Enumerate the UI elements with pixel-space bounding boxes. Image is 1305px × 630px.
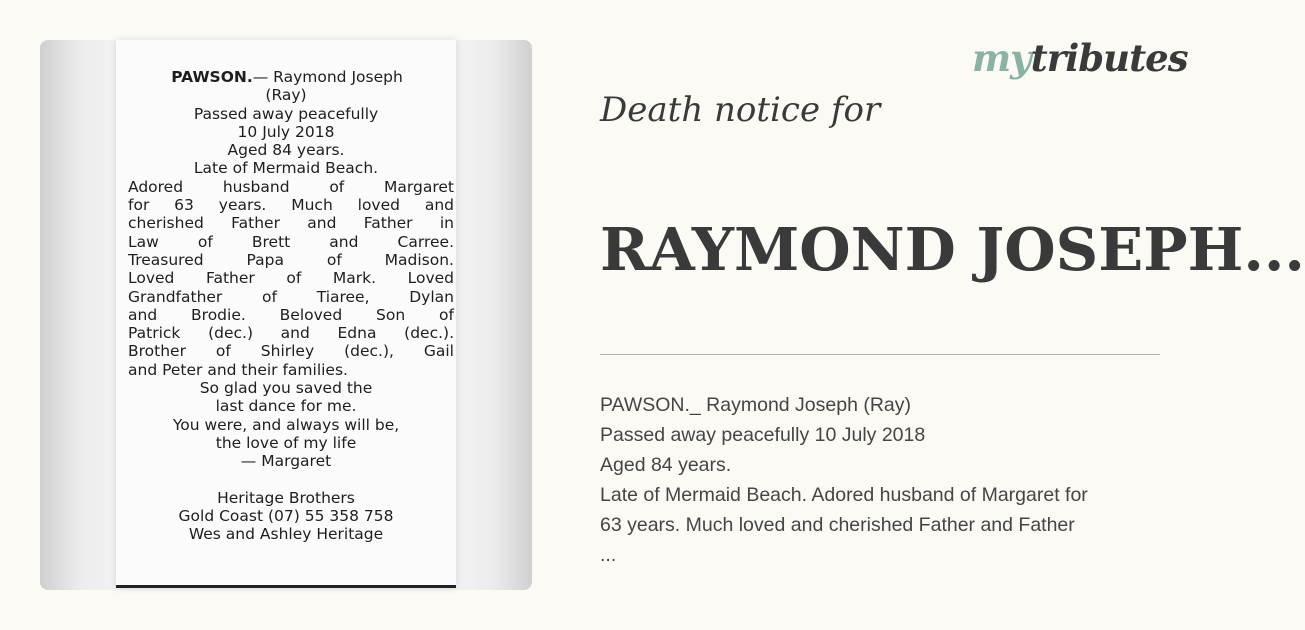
clipping-spacer [116,471,456,489]
clipping-line: Wes and Ashley Heritage [188,525,384,544]
clipping-line: Law of Brett and Carree. [128,232,454,251]
clipping-line: You were, and always will be, [172,415,400,434]
notice-clipping-image [40,40,532,590]
clipping-given-names: — Raymond Joseph [252,68,403,86]
clipping-line: Loved Father of Mark. Loved [128,269,454,288]
clipping-line: Heritage Brothers [217,488,355,507]
clipping-line: for 63 years. Much loved and [128,196,454,215]
clipping-line: 10 July 2018 [237,122,335,141]
excerpt-line: Aged 84 years. [600,454,732,476]
clipping-line: and Brodie. Beloved Son of [128,305,454,324]
clipping-surname: PAWSON. [171,68,253,86]
logo-my: my [972,36,1031,80]
clipping-line: last dance for me. [215,397,357,416]
clipping-line: Grandfather of Tiaree, Dylan [128,287,454,306]
newspaper-clipping [116,40,456,588]
notice-excerpt [600,390,1170,570]
clipping-line: Late of Mermaid Beach. [193,159,379,178]
clipping-line: Aged 84 years. [227,141,345,160]
clipping-line: Adored husband of Margaret [128,177,454,196]
clipping-line: and Peter and their families. [128,360,348,379]
logo-tributes: tributes [1030,36,1188,80]
clipping-line: Gold Coast (07) 55 358 758 [178,506,394,525]
clipping-line: — Margaret [240,452,332,471]
clipping-line: Passed away peacefully [193,104,379,123]
clipping-text [116,68,456,543]
mytributes-logo[interactable] [972,36,1188,80]
clipping-line: cherished Father and Father in [128,214,454,233]
notice-heading: Death notice for [600,90,881,130]
clipping-header-line [116,68,456,86]
clipping-line: (Ray) [265,86,307,105]
excerpt-line: PAWSON._ Raymond Joseph (Ray) [600,394,912,416]
divider [600,354,1160,355]
excerpt-line: Passed away peacefully 10 July 2018 [600,424,926,446]
excerpt-line: 63 years. Much loved and cherished Father and Father [600,514,1075,536]
clipping-line: Patrick (dec.) and Edna (dec.). [128,324,454,343]
clipping-line: So glad you saved the [199,379,373,398]
excerpt-line: Late of Mermaid Beach. Adored husband of Margaret for [600,484,1088,506]
excerpt-ellipsis: ... [600,544,617,566]
clipping-line: Treasured Papa of Madison. [128,250,454,269]
clipping-line: the love of my life [215,433,357,452]
deceased-name: RAYMOND JOSEPH... [600,215,1305,284]
clipping-line: Brother of Shirley (dec.), Gail [128,342,454,361]
